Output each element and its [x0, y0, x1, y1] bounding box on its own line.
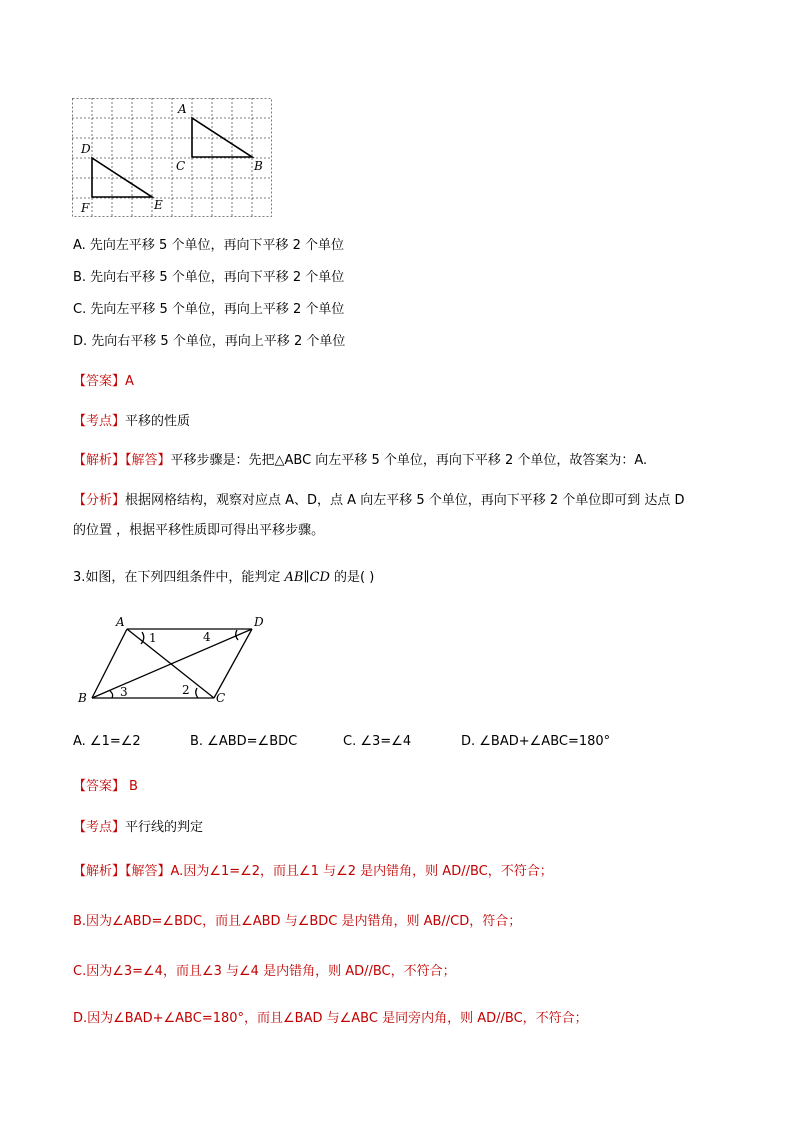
translation-grid-figure — [72, 98, 274, 219]
label-e: E — [154, 198, 163, 212]
fig-label-d: D — [254, 615, 264, 629]
answer-value: A — [125, 374, 134, 389]
triangle-abc — [192, 118, 252, 157]
jiexi-tag: 【解析】【解答】 — [73, 864, 171, 879]
fig-num-4: 4 — [203, 630, 211, 644]
q3-stem — [73, 569, 374, 587]
q2-option-b: B. 先向右平移 5 个单位，再向下平移 2 个单位 — [73, 270, 345, 285]
q2-answer — [73, 373, 134, 391]
q3-jiexi-d: D.因为∠BAD+∠ABC=180°，而且∠BAD 与∠ABC 是同旁内角，则 AD//BC，不符合； — [73, 1011, 588, 1026]
q2-fenxi-line2: 的位置 ，根据平移性质即可得出平移步骤。 — [73, 523, 325, 538]
kaodian-tag: 【考点】 — [73, 820, 126, 835]
q3-stem-math: AB∥CD — [284, 570, 330, 585]
jiexi-tag: 【解析】【解答】 — [73, 453, 171, 468]
q3-jiexi-c: C.因为∠3=∠4，而且∠3 与∠4 是内错角，则 AD//BC，不符合； — [73, 964, 456, 979]
q3-answer — [73, 778, 138, 796]
q3-option-d: D. ∠BAD+∠ABC=180° — [461, 734, 611, 749]
parallelogram-figure — [72, 612, 272, 712]
q2-option-d: D. 先向右平移 5 个单位，再向上平移 2 个单位 — [73, 334, 346, 349]
q3-jiexi-b: B.因为∠ABD=∠BDC，而且∠ABD 与∠BDC 是内错角，则 AB//CD，符合； — [73, 914, 522, 929]
fig-num-2: 2 — [182, 683, 190, 697]
kaodian-text: 平移的性质 — [125, 414, 191, 429]
q3-option-a: A. ∠1=∠2 — [73, 734, 141, 749]
q2-fenxi — [73, 492, 685, 510]
label-f: F — [81, 201, 90, 215]
label-d: D — [81, 142, 91, 156]
fenxi-text-1: 根据网格结构，观察对应点 A、D，点 A 向左平移 5 个单位，再向下平移 2 个单位即可到 达点 D — [125, 493, 685, 508]
fig-label-b: B — [78, 691, 87, 705]
q2-option-a: A. 先向左平移 5 个单位，再向下平移 2 个单位 — [73, 238, 345, 253]
answer-tag: 【答案】 — [73, 374, 126, 389]
q3-stem-suffix: 的是( ) — [329, 570, 375, 585]
q3-kaodian — [73, 819, 203, 837]
q3-option-b: B. ∠ABD=∠BDC — [190, 734, 298, 749]
fig-label-c: C — [216, 691, 226, 705]
jiexi-text: 平移步骤是：先把△ABC 向左平移 5 个单位，再向下平移 2 个单位，故答案为：A. — [170, 453, 648, 468]
kaodian-text: 平行线的判定 — [125, 820, 204, 835]
q2-jiexi — [73, 452, 647, 470]
q3-stem-prefix: 3.如图，在下列四组条件中，能判定 — [73, 570, 285, 585]
q2-option-c: C. 先向左平移 5 个单位，再向上平移 2 个单位 — [73, 302, 345, 317]
fenxi-tag: 【分析】 — [73, 493, 126, 508]
fig-num-3: 3 — [120, 685, 128, 699]
label-b: B — [254, 159, 263, 173]
q3-option-c: C. ∠3=∠4 — [343, 734, 412, 749]
q3-jiexi — [73, 863, 553, 881]
triangle-def — [92, 158, 152, 197]
answer-value: B — [129, 779, 138, 794]
kaodian-tag: 【考点】 — [73, 414, 126, 429]
q2-kaodian — [73, 413, 190, 431]
jiexi-a: A.因为∠1=∠2，而且∠1 与∠2 是内错角，则 AD//BC，不符合； — [170, 864, 553, 879]
fig-label-a: A — [116, 615, 125, 629]
fig-num-1: 1 — [149, 631, 157, 645]
answer-tag: 【答案】 — [73, 779, 126, 794]
label-a: A — [178, 102, 187, 116]
label-c: C — [176, 159, 186, 173]
